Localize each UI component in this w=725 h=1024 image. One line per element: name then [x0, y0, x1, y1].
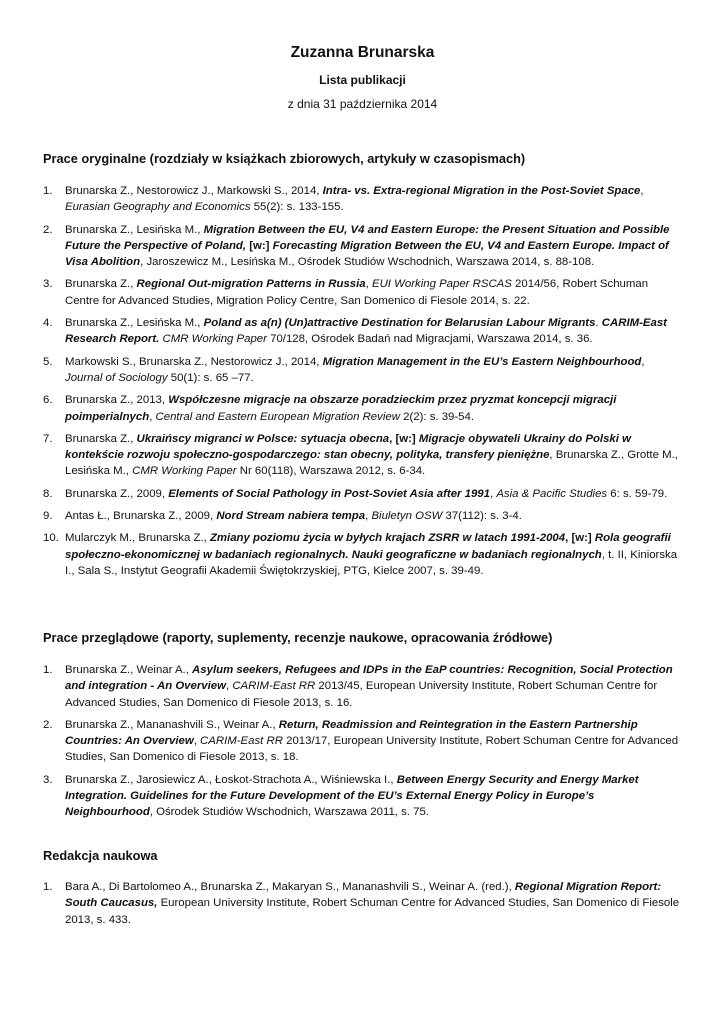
- publication-text: European University Institute, Robert Schuman Centre for Advanced Studies, San Domenico di Fiesole 2013, s. 433.: [65, 897, 680, 926]
- publication-text: Brunarska Z., Lesińska M.,: [65, 317, 204, 330]
- publication-item: [0, 315, 680, 348]
- publication-text: , Ośrodek Studiów Wschodnich, Warszawa 2011, s. 75.: [149, 806, 429, 819]
- section-title-original-works: Prace oryginalne (rozdziały w książkach zbiorowych, artykuły w czasopismach): [43, 151, 526, 166]
- publication-text: 2(2): s. 39-54.: [399, 410, 475, 423]
- publication-text: 2013/17, European University Institute, Robert Schuman Centre for Advanced Studies, San Domenico di Fiesole 2013, s. 18.: [65, 735, 679, 764]
- publication-text: Brunarska Z., Nestorowicz J., Markowski S., 2014,: [65, 185, 323, 197]
- publication-text: CMR Working Paper: [132, 465, 237, 478]
- publication-text: Migration Management in the EU’s Eastern Neighbourhood: [322, 355, 642, 368]
- publication-text: Brunarska Z.,: [65, 278, 137, 291]
- publication-item: [0, 183, 680, 216]
- publication-text: 2014/56, Robert Schuman Centre for Advanced Studies, Migration Policy Centre, San Domenico di Fiesole 2014, s. 22.: [65, 278, 649, 307]
- publication-number: 1.: [43, 664, 53, 676]
- publication-text: Brunarska Z., Weinar A.,: [65, 664, 193, 676]
- publication-text: Rola geografii społeczno-ekonomicznej w badaniach regionalnych. Nauki geograficzne w badaniach regionalnych: [65, 532, 671, 561]
- publication-text: 2013/45, European University Institute, Robert Schuman Centre for Advanced Studies, San Domenico di Fiesole 2013, s. 16.: [65, 680, 658, 709]
- publication-text: 37(112): s. 3-4.: [442, 510, 522, 523]
- publication-text: CMR Working Paper: [162, 333, 267, 346]
- publication-text: Antas Ł., Brunarska Z., 2009,: [65, 510, 217, 523]
- publication-text: Mularczyk M., Brunarska Z.,: [65, 532, 210, 545]
- publication-text: Migration Between the EU, V4 and Eastern Europe: the Present Situation and Possible Future the Perspective of Poland,: [65, 223, 670, 252]
- publication-item: [0, 392, 680, 425]
- publication-text: Zmiany poziomu życia w byłych krajach ZSRR w latach 1991-2004: [209, 532, 566, 545]
- publication-number: 7.: [43, 432, 53, 445]
- publication-item: [0, 772, 680, 821]
- publication-text: Brunarska Z., Jarosiewicz A., Łoskot-Strachota A., Wiśniewska I.,: [65, 773, 397, 786]
- publication-text: Regional Out-migration Patterns in Russia: [136, 278, 366, 291]
- document-subtitle: Lista publikacji: [319, 73, 406, 87]
- publication-text: Nord Stream nabiera tempa: [216, 510, 366, 523]
- publication-text: Współczesne migracje na obszarze poradzieckim przez pryzmat koncepcji migracji poimperialnych: [65, 394, 617, 423]
- publication-number: 2.: [43, 223, 53, 236]
- publication-text: 6: s. 59-79.: [607, 487, 668, 500]
- publication-item: [0, 508, 680, 524]
- publication-number: 10.: [43, 532, 59, 545]
- publication-item: [0, 222, 680, 271]
- publication-text: Asia & Pacific Studies: [496, 487, 608, 500]
- publication-item: [0, 276, 680, 309]
- publication-text: , Jaroszewicz M., Lesińska M., Ośrodek Studiów Wschodnich, Warszawa 2014, s. 88-108.: [140, 256, 595, 269]
- publication-number: 9.: [43, 510, 53, 523]
- publication-text: 70/128, Ośrodek Badań nad Migracjami, Warszawa 2014, s. 36.: [266, 333, 593, 346]
- publication-text: ,: [489, 487, 497, 500]
- publication-text: ,: [640, 185, 644, 197]
- publication-text: Intra- vs. Extra-regional Migration in the Post-Soviet Space: [322, 185, 641, 197]
- publication-text: EUI Working Paper RSCAS: [371, 278, 512, 291]
- section-title-editorial-works: Redakcja naukowa: [43, 848, 158, 863]
- publication-text: , [w:]: [565, 532, 595, 545]
- publication-text: Regional Migration Report: South Caucasus,: [65, 881, 662, 910]
- document-date: z dnia 31 października 2014: [287, 97, 438, 111]
- publication-text: 50(1): s. 65 –77.: [167, 371, 254, 384]
- publication-text: Return, Readmission and Reintegration in the Eastern Partnership Countries: An Overview: [65, 718, 638, 748]
- publication-number: 3.: [43, 773, 53, 786]
- publication-text: Elements of Social Pathology in Post-Soviet Asia after 1991: [168, 487, 490, 500]
- publication-text: Brunarska Z., Lesińska M.,: [65, 223, 204, 236]
- publication-item: [0, 662, 680, 711]
- section-title-review-works: Prace przeglądowe (raporty, suplementy, recenzje naukowe, opracowania źródłowe): [43, 630, 553, 645]
- publication-text: CARIM-East Research Report.: [65, 317, 667, 346]
- publication-number: 3.: [43, 278, 53, 291]
- publication-text: ,: [365, 278, 372, 291]
- editorial-works-list: [0, 879, 680, 934]
- publication-text: CARIM-East RR: [200, 735, 283, 748]
- publication-text: ,: [149, 410, 156, 423]
- publication-text: Between Energy Security and Energy Market Integration. Guidelines for the Future Development of the EU’s External Energy Policy in Europe’s Neighbourhood: [65, 773, 639, 819]
- publication-item: [0, 879, 680, 928]
- publication-number: 2.: [43, 718, 53, 731]
- publication-text: ,: [365, 510, 372, 523]
- publication-text: ,: [193, 735, 201, 748]
- publication-text: Brunarska Z., Mananashvili S., Weinar A.,: [65, 718, 279, 731]
- publication-text: Brunarska Z., 2013,: [65, 394, 169, 407]
- publication-text: Ukraińscy migranci w Polsce: sytuacja obecna: [136, 432, 390, 445]
- publication-text: .: [595, 317, 602, 330]
- publication-item: [0, 486, 680, 502]
- publication-text: Eurasian Geography and Economics: [65, 201, 251, 214]
- publication-number: 1.: [43, 881, 53, 893]
- publication-number: 4.: [43, 317, 53, 330]
- publication-text: Brunarska Z., 2009,: [65, 487, 169, 500]
- publication-text: Poland as a(n) (Un)attractive Destination for Belarusian Labour Migrants: [203, 317, 596, 330]
- publication-number: 6.: [43, 394, 53, 407]
- publication-number: 1.: [43, 185, 53, 197]
- publication-text: CARIM-East RR: [232, 680, 316, 693]
- publication-item: [0, 354, 680, 387]
- publication-text: [w:]: [246, 239, 273, 252]
- publication-text: Asylum seekers, Refugees and IDPs in the EaP countries: Recognition, Social Protection and integration - An Overview: [65, 664, 673, 693]
- publication-text: 55(2): s. 133-155.: [250, 201, 344, 214]
- publication-text: Forecasting Migration Between the EU, V4 and Eastern Europe. Impact of Visa Abolition: [65, 239, 669, 269]
- publication-text: Markowski S., Brunarska Z., Nestorowicz J., 2014,: [65, 355, 323, 368]
- publication-item: [0, 717, 680, 766]
- publication-text: Biuletyn OSW: [371, 510, 443, 523]
- publication-text: Migracje obywateli Ukrainy do Polski w kontekście rozwoju społeczno-gospodarczego: stan obecny, polityka, transfery pieniężne: [65, 432, 631, 462]
- publication-item: [0, 431, 680, 480]
- publication-text: Bara A., Di Bartolomeo A., Brunarska Z., Makaryan S., Mananashvili S., Weinar A. (red.),: [65, 881, 515, 893]
- publication-number: 5.: [43, 355, 53, 368]
- publication-text: , t. II, Kiniorska I., Sala S., Instytut Geografii Akademii Świętokrzyskiej, PTG, Kielce 2007, s. 39-49.: [65, 548, 678, 577]
- publication-item: [0, 530, 680, 579]
- publication-text: Brunarska Z.,: [65, 432, 137, 445]
- publication-text: , [w:]: [389, 432, 419, 445]
- publication-text: , Brunarska Z., Grotte M., Lesińska M.,: [65, 449, 678, 478]
- publication-text: ,: [641, 355, 645, 368]
- publication-text: ,: [225, 680, 233, 693]
- publication-number: 8.: [43, 487, 53, 500]
- author-name: Zuzanna Brunarska: [290, 44, 435, 61]
- publication-text: Nr 60(118), Warszawa 2012, s. 6-34.: [236, 465, 426, 478]
- publication-text: Journal of Sociology: [65, 371, 168, 384]
- review-works-list: [0, 662, 680, 827]
- publication-text: Central and Eastern European Migration Review: [155, 410, 400, 423]
- original-works-list: [0, 183, 680, 585]
